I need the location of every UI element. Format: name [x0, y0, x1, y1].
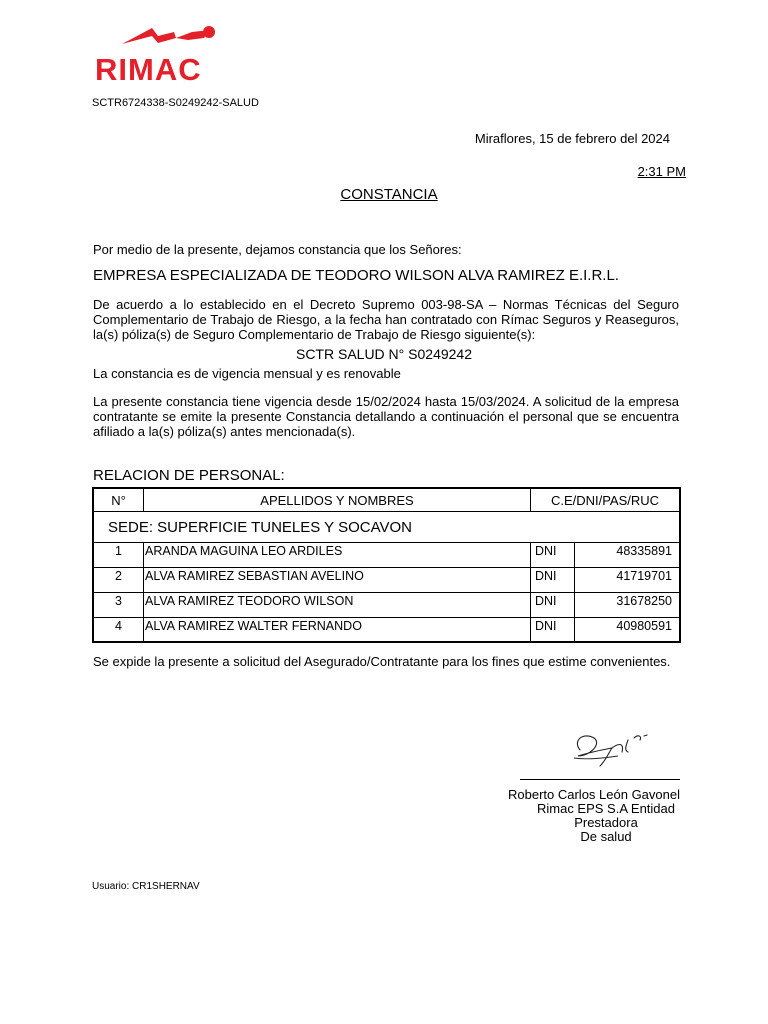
row-doc-type: DNI — [531, 543, 575, 567]
handwritten-signature — [568, 726, 653, 772]
row-name: ALVA RAMIREZ TEODORO WILSON — [144, 593, 531, 617]
validity-note: La constancia es de vigencia mensual y es renovable — [93, 366, 401, 381]
intro-paragraph: Por medio de la presente, dejamos constancia que los Señores: — [93, 242, 462, 257]
table-body — [94, 543, 679, 641]
header-names: APELLIDOS Y NOMBRES — [144, 489, 531, 511]
place-and-date: Miraflores, 15 de febrero del 2024 — [474, 131, 670, 146]
row-doc-type: DNI — [531, 593, 575, 617]
validity-paragraph: La presente constancia tiene vigencia desde 15/02/2024 hasta 15/03/2024. A solicitud de la empresa contratante se emite la presente Constancia detallando a continuación el personal que se encuentra afiliado a la(s) póliza(s) antes mencionada(s). — [93, 394, 679, 439]
row-doc-type: DNI — [531, 618, 575, 641]
signer-entity-line1: Rimac EPS S.A Entidad — [536, 801, 675, 816]
row-doc-number: 41719701 — [616, 569, 672, 583]
row-name: ALVA RAMIREZ WALTER FERNANDO — [144, 618, 531, 641]
table-header — [94, 489, 679, 512]
row-doc-number: 40980591 — [616, 619, 672, 633]
table-row — [94, 593, 679, 618]
rimac-logo — [92, 22, 237, 87]
personnel-table — [92, 487, 681, 643]
signer-name: Roberto Carlos León Gavonel — [508, 787, 680, 802]
header-number: N° — [94, 489, 144, 511]
document-reference: SCTR6724338-S0249242-SALUD — [92, 97, 259, 109]
row-doc-number: 31678250 — [616, 594, 672, 608]
row-number: 1 — [94, 543, 144, 567]
closing-statement: Se expide la presente a solicitud del Asegurado/Contratante para los fines que estime convenientes. — [93, 654, 671, 669]
rimac-logo-wordmark: RIMAC — [95, 52, 202, 87]
document-title: CONSTANCIA — [340, 186, 438, 203]
company-name: EMPRESA ESPECIALIZADA DE TEODORO WILSON ALVA RAMIREZ E.I.R.L. — [93, 267, 619, 284]
signer-entity-line2: Prestadora — [574, 815, 638, 830]
header-document: C.E/DNI/PAS/RUC — [550, 492, 660, 508]
table-row — [94, 568, 679, 593]
issue-time: 2:31 PM — [637, 164, 686, 179]
row-doc-number: 48335891 — [616, 544, 672, 558]
personnel-section-title: RELACION DE PERSONAL: — [93, 467, 285, 484]
row-number: 2 — [94, 568, 144, 592]
user-id: Usuario: CR1SHERNAV — [92, 881, 200, 892]
sede-row: SEDE: SUPERFICIE TUNELES Y SOCAVON — [94, 512, 679, 543]
signature-line — [520, 779, 680, 780]
table-row — [94, 618, 679, 641]
row-number: 3 — [94, 593, 144, 617]
row-doc-type: DNI — [531, 568, 575, 592]
policy-number: SCTR SALUD N° S0249242 — [295, 346, 472, 362]
signer-block — [480, 788, 680, 844]
decree-paragraph: De acuerdo a lo establecido en el Decreto Supremo 003-98-SA – Normas Técnicas del Seguro Complementario de Trabajo de Riesgo, a la fecha han contratado con Rímac Seguros y Reaseguros, la(s) póliza(s) de Seguro Complementario de Trabajo de Riesgo siguiente(s): — [93, 297, 679, 342]
signer-entity-line3: De salud — [580, 829, 632, 844]
row-name: ARANDA MAGUINA LEO ARDILES — [144, 543, 531, 567]
table-row — [94, 543, 679, 568]
row-name: ALVA RAMIREZ SEBASTIAN AVELINO — [144, 568, 531, 592]
row-number: 4 — [94, 618, 144, 641]
